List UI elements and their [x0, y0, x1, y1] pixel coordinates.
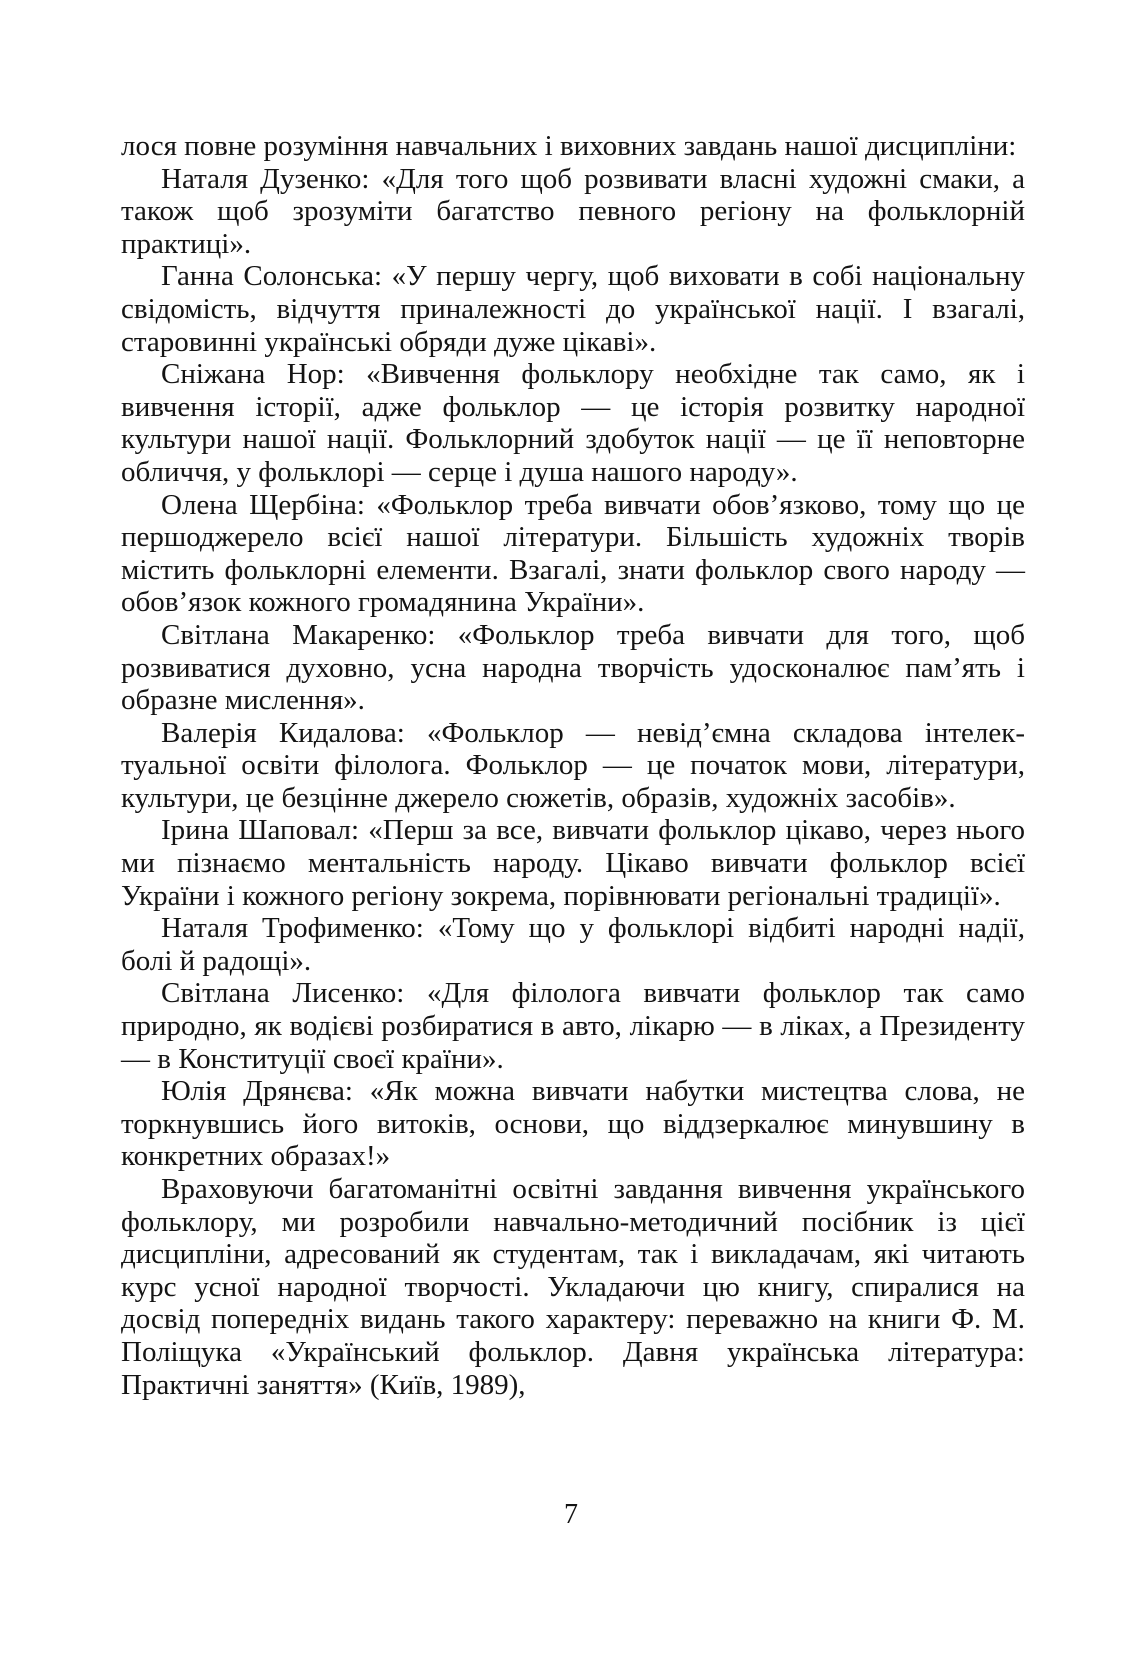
quote-paragraph-dryaneva: Юлія Дрянєва: «Як можна вивчати набутки мистецтва слова, не торкнувшись його витоків, основи, що віддзеркалює минувшину в конкретних образах!»: [121, 1075, 1025, 1173]
paragraph-continuation: лося повне розуміння навчальних і виховних завдань нашої дисципліни:: [121, 130, 1017, 162]
quote-paragraph-nor: Сніжана Нор: «Вивчення фольклору необхідне так само, як і вивчення історії, адже фольклор — це історія розвитку народної культури нашої нації. Фольклорний здобуток нації — це її неповторне обличчя, у фольклорі — серце і душа нашого народу».: [121, 358, 1025, 488]
quote-paragraph-makarenko: Світлана Макаренко: «Фольклор треба вивчати для того, щоб розвиватися духовно, усна народна творчість удосконалює пам’ять і образне мислення».: [121, 618, 1025, 717]
page-number: 7: [564, 1499, 578, 1530]
page-body-text: [121, 130, 1025, 1401]
quote-paragraph-dusenko: Наталя Дузенко: «Для того щоб розвивати власні художні смаки, а також щоб зрозуміти багатство певного регіону на фольклорній практиці».: [121, 162, 1025, 260]
quote-paragraph-shcherbina: Олена Щербіна: «Фольклор треба вивчати обов’язково, тому що це першоджерело всієї нашої літератури. Більшість художніх творів містить фольклорні елементи. Взагалі, знати фольклор свого народу — обов’язок кожного громадянина України».: [121, 488, 1025, 619]
quote-paragraph-solonska: Ганна Солонська: «У першу чергу, щоб виховати в собі національну свідомість, відчуття приналежності до української нації. І взагалі, старовинні українські обряди дуже цікаві».: [121, 260, 1025, 358]
quote-paragraph-kydalova: Валерія Кидалова: «Фольклор — невід’ємна складова інтелектуальної освіти філолога. Фольклор — це початок мови, літератури, культури, це безцінне джерело сюжетів, образів, художніх засобів».: [121, 716, 1025, 814]
quote-paragraph-shapoval: Ірина Шаповал: «Перш за все, вивчати фольклор цікаво, через нього ми пізнаємо ментальність народу. Цікаво вивчати фольклор всієї України і кожного регіону зокрема, порівнювати регіональні традиції».: [121, 814, 1025, 912]
quote-paragraph-trofymenko: Наталя Трофименко: «Тому що у фольклорі відбиті народні надії, болі й радощі».: [121, 912, 1025, 977]
quote-paragraph-lysenko: Світлана Лисенко: «Для філолога вивчати фольклор так само природно, як водієві розбиратися в авто, лікарю — в ліках, а Президенту — в Конституції своєї країни».: [121, 977, 1025, 1075]
closing-paragraph: Враховуючи багатоманітні освітні завдання вивчення українського фольклору, ми розробили навчально-методичний посібник із цієї дисципліни, адресований як студентам, так і викладачам, які читають курс усної народної творчості. Укладаючи цю книгу, спиралися на досвід попередніх видань такого характеру: переважно на книги Ф. М. Поліщука «Український фольклор. Давня українська література: Практичні заняття» (Київ, 1989),: [121, 1173, 1025, 1401]
